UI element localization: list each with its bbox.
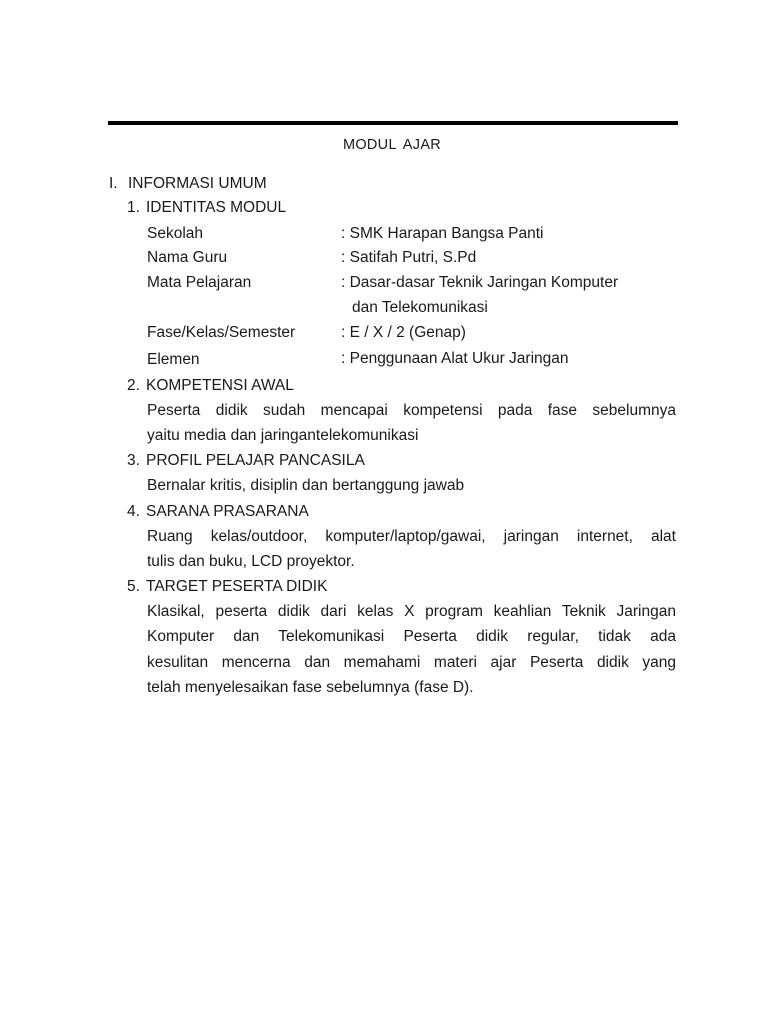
target-heading	[127, 577, 327, 597]
paragraph-line: tulis dan buku, LCD proyektor.	[147, 553, 355, 571]
paragraph-line: Bernalar kritis, disiplin dan bertanggung jawab	[147, 477, 465, 494]
profil-title: PROFIL PELAJAR PANCASILA	[146, 452, 365, 469]
row-label-mata-pelajaran: Mata Pelajaran	[147, 274, 252, 291]
kompetensi-heading	[127, 376, 294, 396]
kompetensi-paragraph	[147, 401, 676, 452]
paragraph-line: Klasikal, peserta didik dari kelas X program keahlian Teknik Jaringan	[147, 603, 676, 620]
target-paragraph	[147, 602, 676, 703]
identitas-title: IDENTITAS MODUL	[146, 199, 287, 216]
paragraph-line: Komputer dan Telekomunikasi Peserta didik regular, tidak ada	[147, 628, 676, 646]
row-value-mata-pelajaran: : Dasar-dasar Teknik Jaringan Komputer	[341, 274, 619, 291]
paragraph-line: Peserta didik sudah mencapai kompetensi pada fase sebelumnya	[147, 402, 676, 419]
row-value-fase: : E / X / 2 (Genap)	[341, 324, 466, 341]
paragraph-line: yaitu media dan jaringantelekomunikasi	[147, 427, 419, 445]
row-label-elemen: Elemen	[147, 351, 200, 368]
identitas-number: 1.	[127, 199, 140, 216]
row-label-sekolah: Sekolah	[147, 225, 204, 242]
section-title: INFORMASI UMUM	[128, 175, 267, 192]
target-number: 5.	[127, 578, 140, 595]
document-title: MODUL AJAR	[342, 137, 442, 153]
row-label-fase: Fase/Kelas/Semester	[147, 324, 296, 341]
identitas-heading	[127, 198, 286, 218]
row-value-mata-pelajaran-continued: dan Telekomunikasi	[352, 299, 488, 316]
paragraph-line: Ruang kelas/outdoor, komputer/laptop/gawai, jaringan internet, alat	[147, 528, 676, 545]
profil-heading	[127, 451, 365, 471]
profil-paragraph	[147, 476, 676, 501]
row-value-elemen: : Penggunaan Alat Ukur Jaringan	[341, 350, 569, 367]
row-value-sekolah: : SMK Harapan Bangsa Panti	[341, 225, 544, 242]
target-title: TARGET PESERTA DIDIK	[146, 578, 328, 595]
section-number: I.	[109, 175, 118, 192]
sarana-heading	[127, 502, 309, 522]
kompetensi-number: 2.	[127, 377, 140, 394]
row-value-nama-guru: : Satifah Putri, S.Pd	[341, 249, 477, 266]
kompetensi-title: KOMPETENSI AWAL	[146, 377, 294, 394]
section-heading	[109, 174, 267, 194]
sarana-title: SARANA PRASARANA	[146, 503, 309, 520]
paragraph-line: kesulitan mencerna dan memahami materi ajar Peserta didik yang	[147, 653, 676, 671]
row-label-nama-guru: Nama Guru	[147, 249, 228, 266]
profil-number: 3.	[127, 452, 140, 469]
sarana-number: 4.	[127, 503, 140, 520]
paragraph-line: telah menyelesaikan fase sebelumnya (fase D).	[147, 678, 474, 696]
sarana-paragraph	[147, 527, 676, 578]
top-horizontal-rule	[108, 121, 678, 125]
